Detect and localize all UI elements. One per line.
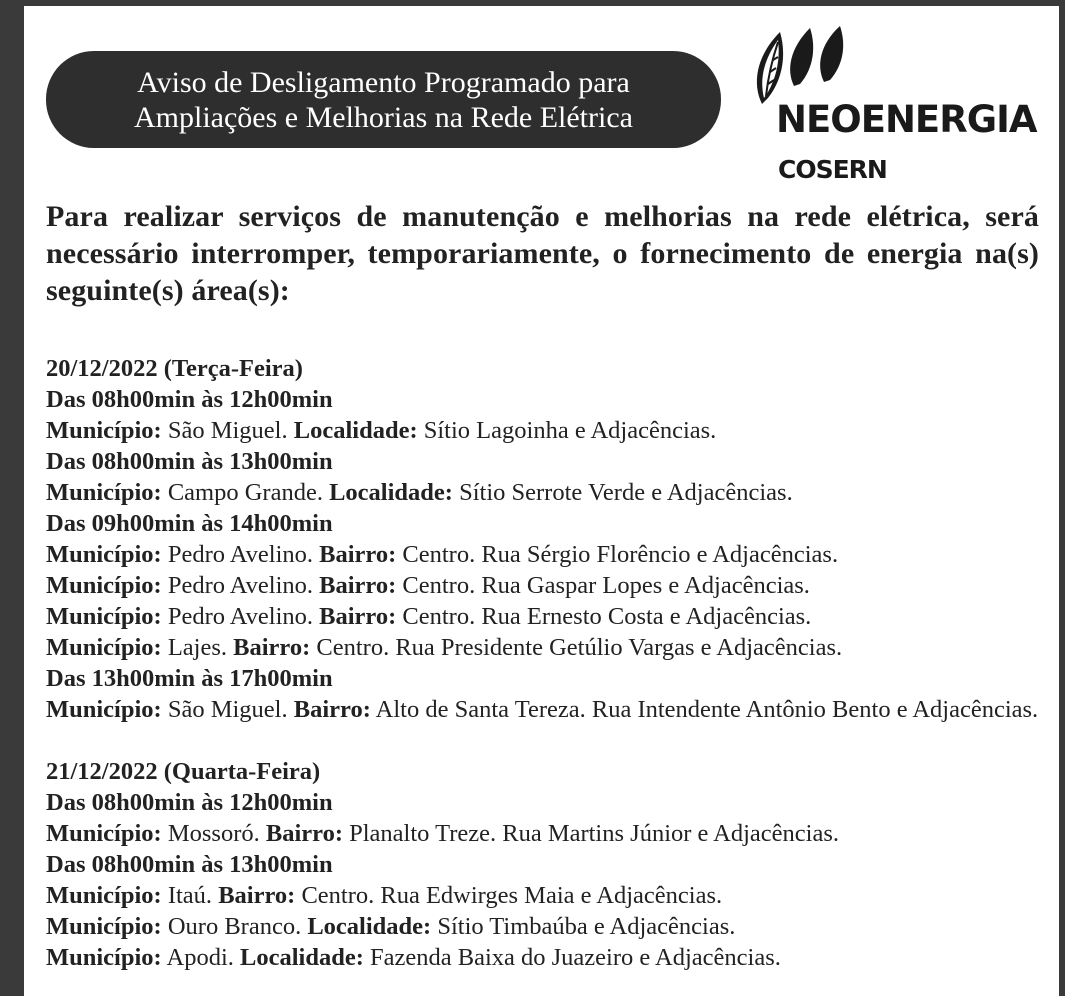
bairro-label: Bairro: xyxy=(218,882,296,909)
location-entry xyxy=(46,601,1046,632)
time-window: Das 08h00min às 13h00min xyxy=(46,851,333,878)
municipio-name: Apodi. xyxy=(166,944,234,971)
location-detail: Sítio Lagoinha e Adjacências. xyxy=(423,417,717,444)
bairro-label: Bairro: xyxy=(265,820,343,847)
municipio-label: Município: xyxy=(46,634,162,661)
municipio-label: Município: xyxy=(46,696,162,723)
localidade-label: Localidade: xyxy=(307,913,432,940)
outage-schedule xyxy=(46,353,1046,996)
day-block xyxy=(46,756,1046,973)
municipio-label: Município: xyxy=(46,820,162,847)
location-entry xyxy=(46,415,1046,446)
day-block xyxy=(46,353,1046,725)
time-window: Das 09h00min às 14h00min xyxy=(46,510,333,537)
municipio-label: Município: xyxy=(46,882,162,909)
notice-title-banner xyxy=(46,51,721,148)
municipio-label: Município: xyxy=(46,603,162,630)
location-detail: Centro. Rua Sérgio Florêncio e Adjacências. xyxy=(402,541,839,568)
municipio-name: Campo Grande. xyxy=(167,479,323,506)
time-window: Das 08h00min às 12h00min xyxy=(46,789,333,816)
brand-subsidiary: COSERN xyxy=(778,155,887,184)
location-detail: Planalto Treze. Rua Martins Júnior e Adjacências. xyxy=(349,820,840,847)
municipio-name: São Miguel. xyxy=(167,417,288,444)
location-entry xyxy=(46,632,1046,663)
location-entry xyxy=(46,539,1046,570)
location-detail: Alto de Santa Tereza. Rua Intendente Antônio Bento e Adjacências. xyxy=(375,696,1039,723)
location-detail: Centro. Rua Ernesto Costa e Adjacências. xyxy=(402,603,812,630)
neoenergia-logo xyxy=(750,22,1040,192)
notice-title-line-2: Ampliações e Melhorias na Rede Elétrica xyxy=(134,100,633,134)
location-entry xyxy=(46,818,1046,849)
location-detail: Fazenda Baixa do Juazeiro e Adjacências. xyxy=(370,944,781,971)
municipio-name: Ouro Branco. xyxy=(167,913,302,940)
day-date: 20/12/2022 (Terça-Feira) xyxy=(46,355,303,382)
location-entry xyxy=(46,880,1046,911)
location-entry xyxy=(46,477,1046,508)
municipio-label: Município: xyxy=(46,417,162,444)
bairro-label: Bairro: xyxy=(233,634,311,661)
location-entry xyxy=(46,911,1046,942)
bairro-label: Bairro: xyxy=(319,541,397,568)
brand-name: NEOENERGIA xyxy=(776,98,1037,141)
location-entry xyxy=(46,694,1046,725)
municipio-name: Itaú. xyxy=(167,882,213,909)
localidade-label: Localidade: xyxy=(240,944,364,971)
day-date: 21/12/2022 (Quarta-Feira) xyxy=(46,758,321,785)
municipio-name: Pedro Avelino. xyxy=(167,603,314,630)
bairro-label: Bairro: xyxy=(293,696,371,723)
municipio-name: Pedro Avelino. xyxy=(167,572,314,599)
municipio-name: Pedro Avelino. xyxy=(167,541,314,568)
location-detail: Sítio Serrote Verde e Adjacências. xyxy=(459,479,793,506)
location-entry xyxy=(46,942,1046,973)
bairro-label: Bairro: xyxy=(319,572,397,599)
municipio-label: Município: xyxy=(46,479,162,506)
notice-title-line-1: Aviso de Desligamento Programado para xyxy=(137,65,630,99)
localidade-label: Localidade: xyxy=(329,479,453,506)
location-detail: Centro. Rua Edwirges Maia e Adjacências. xyxy=(301,882,723,909)
municipio-name: Lajes. xyxy=(167,634,228,661)
time-window: Das 08h00min às 12h00min xyxy=(46,386,333,413)
location-entry xyxy=(46,570,1046,601)
municipio-label: Município: xyxy=(46,913,162,940)
municipio-label: Município: xyxy=(46,541,162,568)
location-detail: Centro. Rua Gaspar Lopes e Adjacências. xyxy=(402,572,810,599)
location-detail: Sítio Timbaúba e Adjacências. xyxy=(437,913,736,940)
time-window: Das 13h00min às 17h00min xyxy=(46,665,333,692)
localidade-label: Localidade: xyxy=(293,417,418,444)
municipio-label: Município: xyxy=(46,944,162,971)
intro-paragraph: Para realizar serviços de manutenção e melhorias na rede elétrica, será necessário interromper, temporariamente, o fornecimento de energia na(s) seguinte(s) área(s): xyxy=(46,200,1039,307)
municipio-label: Município: xyxy=(46,572,162,599)
notice-page xyxy=(24,6,1059,996)
time-window: Das 08h00min às 13h00min xyxy=(46,448,333,475)
municipio-name: São Miguel. xyxy=(167,696,288,723)
bairro-label: Bairro: xyxy=(319,603,397,630)
municipio-name: Mossoró. xyxy=(167,820,260,847)
location-detail: Centro. Rua Presidente Getúlio Vargas e Adjacências. xyxy=(316,634,843,661)
